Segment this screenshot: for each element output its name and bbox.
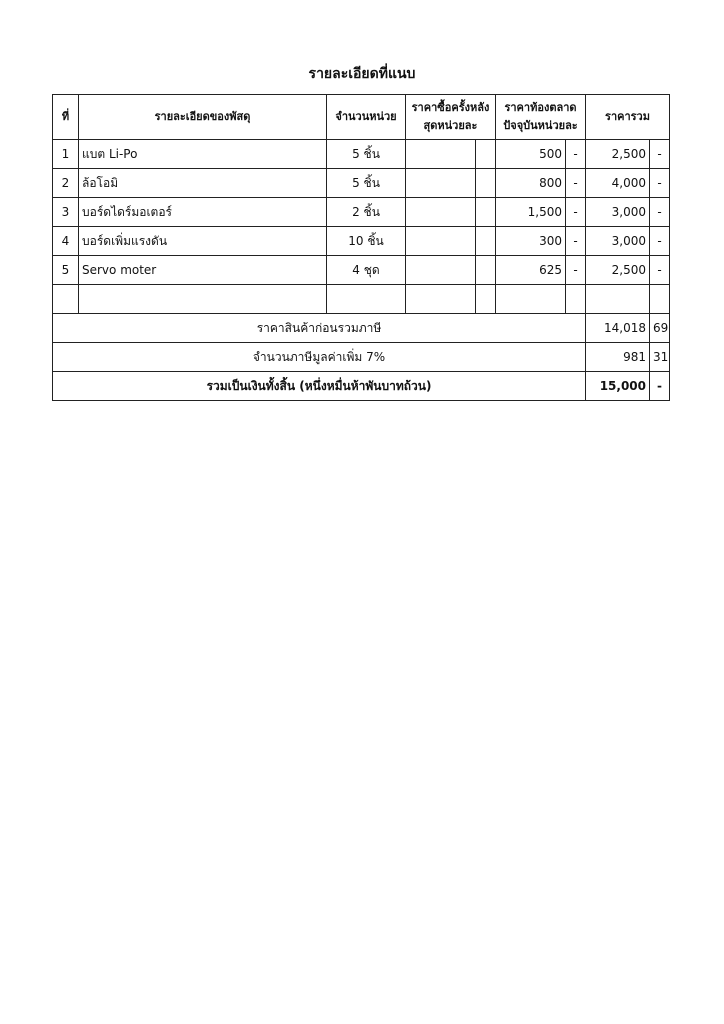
row-detail: แบต Li-Po [79, 140, 327, 169]
row-last-baht [406, 198, 476, 227]
table-row [53, 169, 670, 198]
row-no: 1 [53, 140, 79, 169]
row-last-satang [476, 169, 496, 198]
header-total: ราคารวม [586, 95, 670, 140]
subtotal-row [53, 314, 670, 343]
row-no: 4 [53, 227, 79, 256]
row-qty: 5 ชิ้น [327, 169, 406, 198]
row-qty: 4 ชุด [327, 256, 406, 285]
row-total-baht: 4,000 [586, 169, 650, 198]
row-market-baht: 300 [496, 227, 566, 256]
row-last-satang [476, 285, 496, 314]
row-total-satang: - [650, 256, 670, 285]
row-detail: บอร์ดเพิ่มแรงดัน [79, 227, 327, 256]
row-no: 2 [53, 169, 79, 198]
row-detail: บอร์ดไดร์มอเตอร์ [79, 198, 327, 227]
row-market-satang: - [566, 256, 586, 285]
table-row [53, 198, 670, 227]
header-market-price: ราคาท้องตลาดปัจจุบันหน่วยละ [496, 95, 586, 140]
header-last-price: ราคาซื้อครั้งหลังสุดหน่วยละ [406, 95, 496, 140]
row-last-baht [406, 169, 476, 198]
subtotal-label: ราคาสินค้าก่อนรวมภาษี [53, 314, 586, 343]
row-no [53, 285, 79, 314]
row-total-baht: 3,000 [586, 227, 650, 256]
row-market-baht: 1,500 [496, 198, 566, 227]
row-total-baht [586, 285, 650, 314]
row-no: 3 [53, 198, 79, 227]
row-last-baht [406, 140, 476, 169]
row-total-baht: 2,500 [586, 140, 650, 169]
row-last-baht [406, 227, 476, 256]
grand-total-row [53, 372, 670, 401]
materials-table [52, 94, 670, 401]
header-qty: จำนวนหน่วย [327, 95, 406, 140]
grand-total-baht: 15,000 [586, 372, 650, 401]
row-last-satang [476, 227, 496, 256]
row-detail: ล้อโอมิ [79, 169, 327, 198]
subtotal-baht: 14,018 [586, 314, 650, 343]
row-detail [79, 285, 327, 314]
table-row [53, 140, 670, 169]
table-row-empty [53, 285, 670, 314]
page-title: รายละเอียดที่แนบ [308, 66, 416, 82]
row-last-baht [406, 256, 476, 285]
vat-label: จำนวนภาษีมูลค่าเพิ่ม 7% [53, 343, 586, 372]
row-market-baht [496, 285, 566, 314]
row-market-satang: - [566, 227, 586, 256]
row-total-satang [650, 285, 670, 314]
row-no: 5 [53, 256, 79, 285]
row-last-satang [476, 198, 496, 227]
row-market-baht: 625 [496, 256, 566, 285]
vat-satang: 31 [650, 343, 670, 372]
row-qty: 5 ชิ้น [327, 140, 406, 169]
row-market-baht: 800 [496, 169, 566, 198]
row-market-satang [566, 285, 586, 314]
row-total-satang: - [650, 198, 670, 227]
row-detail: Servo moter [79, 256, 327, 285]
table-row [53, 227, 670, 256]
row-total-satang: - [650, 227, 670, 256]
row-total-satang: - [650, 169, 670, 198]
header-row [53, 95, 670, 140]
table-row [53, 256, 670, 285]
row-last-satang [476, 140, 496, 169]
grand-total-satang: - [650, 372, 670, 401]
header-detail: รายละเอียดของพัสดุ [79, 95, 327, 140]
row-total-satang: - [650, 140, 670, 169]
subtotal-satang: 69 [650, 314, 670, 343]
row-last-satang [476, 256, 496, 285]
row-total-baht: 3,000 [586, 198, 650, 227]
row-market-satang: - [566, 169, 586, 198]
row-last-baht [406, 285, 476, 314]
row-market-baht: 500 [496, 140, 566, 169]
header-no: ที่ [53, 95, 79, 140]
row-qty: 10 ชิ้น [327, 227, 406, 256]
row-qty: 2 ชิ้น [327, 198, 406, 227]
row-qty [327, 285, 406, 314]
row-market-satang: - [566, 140, 586, 169]
grand-total-label: รวมเป็นเงินทั้งสิ้น (หนึ่งหมื่นห้าพันบาทถ้วน) [53, 372, 586, 401]
vat-baht: 981 [586, 343, 650, 372]
vat-row [53, 343, 670, 372]
row-market-satang: - [566, 198, 586, 227]
row-total-baht: 2,500 [586, 256, 650, 285]
